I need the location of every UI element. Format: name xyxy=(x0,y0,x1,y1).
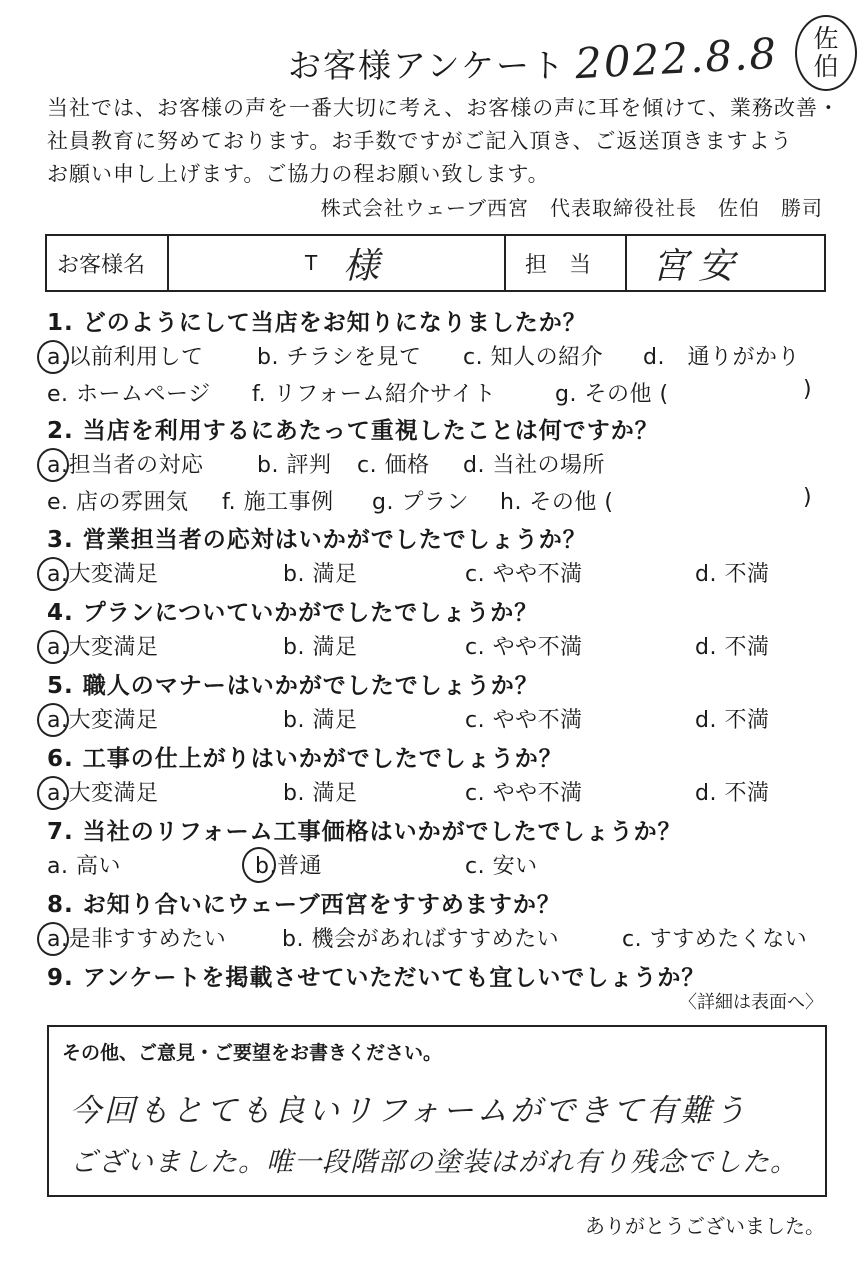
name-seal-stamp xyxy=(795,15,857,91)
q2-option-d: d. 当社の場所 xyxy=(463,453,605,478)
seal-char-1: 佐 xyxy=(813,24,839,53)
q8-option-a: a.是非すすめたい xyxy=(47,927,227,952)
q1-paren-close: ) xyxy=(803,377,813,402)
question-5: 5. 職人のマナーはいかがでしたでしょうか？ xyxy=(47,673,539,699)
comments-label: その他、ご意見・ご要望をお書きください。 xyxy=(62,1042,443,1064)
q4-option-a: a.大変満足 xyxy=(47,635,159,660)
q5-option-a: a.大変満足 xyxy=(47,708,159,733)
intro-line-3: お願い申し上げます。ご協力の程お願い致します。 xyxy=(47,162,550,186)
staff-value: 宮安 xyxy=(652,245,745,287)
q5-option-c: c. やや不満 xyxy=(465,708,583,733)
q3-option-c: c. やや不満 xyxy=(465,562,583,587)
question-1: 1. どのようにして当店をお知りになりましたか？ xyxy=(47,310,587,336)
question-8: 8. お知り合いにウェーブ西宮をすすめますか？ xyxy=(47,892,561,918)
table-divider xyxy=(625,236,627,290)
q2-paren-close: ) xyxy=(803,485,813,510)
company-signature: 株式会社ウェーブ西宮 代表取締役社長 佐伯 勝司 xyxy=(320,196,823,220)
q4-option-b: b. 満足 xyxy=(283,635,358,660)
question-7: 7. 当社のリフォーム工事価格はいかがでしたでしょうか？ xyxy=(47,819,682,845)
q1-option-f: f. リフォーム紹介サイト xyxy=(252,382,496,407)
q5-option-d: d. 不満 xyxy=(695,708,770,733)
question-3: 3. 営業担当者の応対はいかがでしたでしょうか？ xyxy=(47,527,587,553)
q6-option-b: b. 満足 xyxy=(283,781,358,806)
intro-line-1: 当社では、お客様の声を一番大切に考え、お客様の声に耳を傾けて、業務改善・ xyxy=(47,96,840,120)
q6-option-c: c. やや不満 xyxy=(465,781,583,806)
question-9: 9. アンケートを掲載させていただいても宜しいでしょうか？ xyxy=(47,965,706,991)
q2-option-g: g. プラン xyxy=(372,490,469,515)
table-divider xyxy=(504,236,506,290)
q1-option-e: e. ホームページ xyxy=(47,382,211,407)
q7-option-a: a. 高い xyxy=(47,854,121,879)
q3-option-d: d. 不満 xyxy=(695,562,770,587)
question-6: 6. 工事の仕上がりはいかがでしたでしょうか？ xyxy=(47,746,563,772)
q6-option-a: a.大変満足 xyxy=(47,781,159,806)
handwritten-date: 2022.8.8 xyxy=(573,28,780,89)
q3-option-a: a.大変満足 xyxy=(47,562,159,587)
q7-option-b: b.普通 xyxy=(255,854,322,879)
comment-line-2: ございました。唯一段階部の塗装はがれ有り残念でした。 xyxy=(70,1147,798,1178)
q4-option-c: c. やや不満 xyxy=(465,635,583,660)
q2-option-f: f. 施工事例 xyxy=(222,490,334,515)
survey-title: お客様アンケート xyxy=(288,46,567,85)
q3-option-b: b. 満足 xyxy=(283,562,358,587)
customer-info-table xyxy=(45,234,826,292)
q7-option-c: c. 安い xyxy=(465,854,538,879)
comment-line-1: 今回もとても良いリフォームができて有難う xyxy=(70,1093,749,1129)
table-divider xyxy=(167,236,169,290)
q6-option-d: d. 不満 xyxy=(695,781,770,806)
q2-option-h: h. その他 ( xyxy=(500,490,614,515)
q5-option-b: b. 満足 xyxy=(283,708,358,733)
question-2: 2. 当店を利用するにあたって重視したことは何ですか？ xyxy=(47,418,659,444)
customer-name-value: T xyxy=(305,251,318,275)
q1-option-c: c. 知人の紹介 xyxy=(463,345,604,370)
question-4: 4. プランについていかがでしたでしょうか？ xyxy=(47,600,539,626)
q8-option-b: b. 機会があればすすめたい xyxy=(282,927,560,952)
customer-honorific: 様 xyxy=(343,245,380,287)
q4-option-d: d. 不満 xyxy=(695,635,770,660)
staff-label: 担 当 xyxy=(525,252,592,278)
intro-line-2: 社員教育に努めております。お手数ですがご記入頂き、ご返送頂きますよう xyxy=(47,129,793,153)
q8-option-c: c. すすめたくない xyxy=(622,927,808,952)
q2-option-c: c. 価格 xyxy=(357,453,430,478)
detail-note: 〈詳細は表面へ〉 xyxy=(679,992,823,1013)
q2-option-a: a.担当者の対応 xyxy=(47,453,204,478)
customer-name-label: お客様名 xyxy=(57,252,146,278)
q1-option-g: g. その他 ( xyxy=(555,382,669,407)
seal-char-2: 伯 xyxy=(813,52,839,81)
q1-option-b: b. チラシを見て xyxy=(257,345,422,370)
q1-option-a: a.以前利用して xyxy=(47,345,204,370)
q2-option-e: e. 店の雰囲気 xyxy=(47,490,189,515)
q2-option-b: b. 評判 xyxy=(257,453,332,478)
thank-you-note: ありがとうございました。 xyxy=(585,1214,825,1238)
q1-option-d: d. 通りがかり xyxy=(643,345,800,370)
